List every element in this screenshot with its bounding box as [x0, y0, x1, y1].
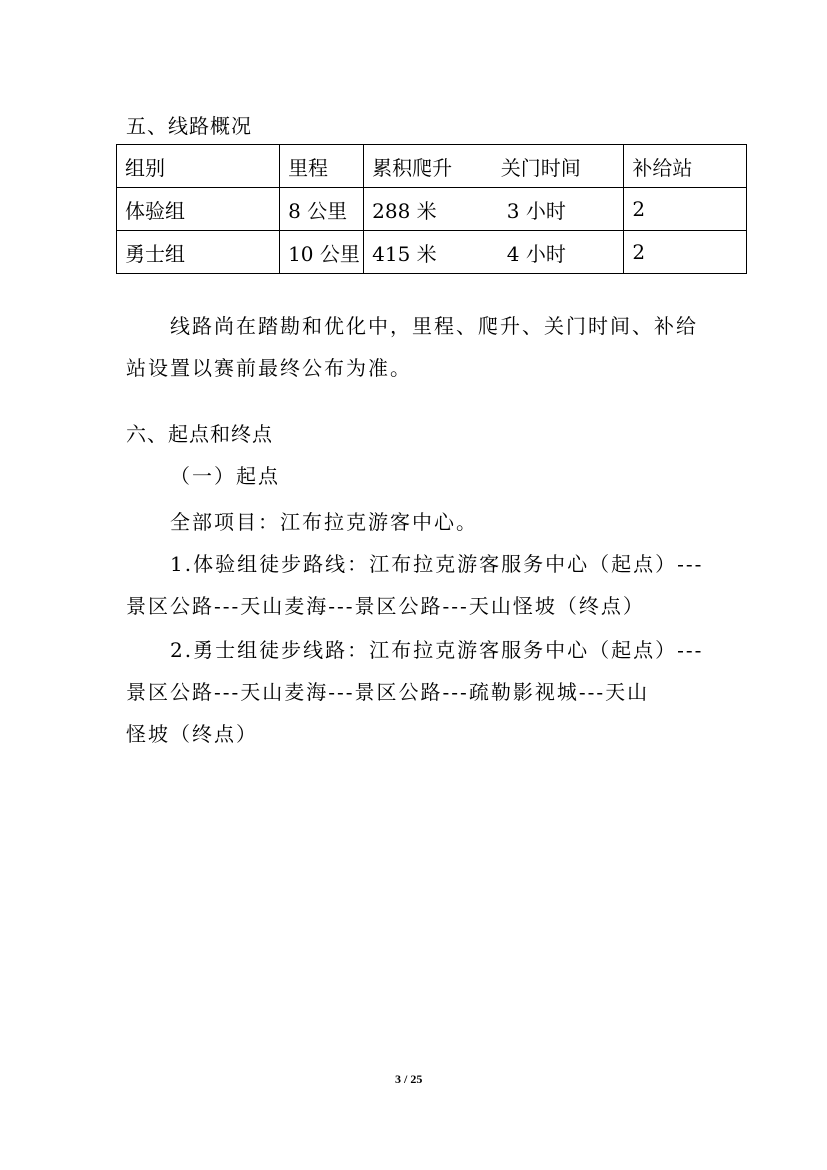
- route-note-line-2: 站设置以赛前最终公布为准。: [126, 356, 412, 380]
- table-cell: 体验组: [117, 188, 280, 231]
- route-2-line-1: 2.勇士组徒步线路：江布拉克游客服务中心（起点）---: [170, 638, 704, 662]
- all-items-start: 全部项目：江布拉克游客中心。: [170, 510, 478, 534]
- section-6-heading: 六、起点和终点: [126, 422, 273, 446]
- table-row: [117, 188, 747, 231]
- section-5-heading: 五、线路概况: [126, 114, 252, 138]
- page-number: 3 / 25: [395, 1072, 423, 1086]
- table-cell: 288 米: [364, 188, 493, 231]
- route-1-line-1: 1.体验组徒步路线：江布拉克游客服务中心（起点）---: [170, 552, 704, 576]
- table-cell: 4 小时: [493, 231, 624, 274]
- table-cell: 3 小时: [493, 188, 624, 231]
- header-cell-distance: 里程: [280, 145, 364, 188]
- table-cell: 2: [624, 188, 747, 231]
- route-note-line-1: 线路尚在踏勘和优化中，里程、爬升、关门时间、补给: [170, 314, 698, 338]
- table-cell: 415 米: [364, 231, 493, 274]
- route-overview-table: [116, 144, 747, 274]
- table-cell: 8 公里: [280, 188, 364, 231]
- route-2-line-3: 怪坡（终点）: [126, 722, 258, 746]
- table-header-row: [117, 145, 747, 188]
- header-cell-climb: 累积爬升: [364, 145, 493, 188]
- header-cell-cutoff: 关门时间: [493, 145, 624, 188]
- table-row: [117, 231, 747, 274]
- subheading-start-point: （一）起点: [170, 464, 280, 488]
- route-2-line-2: 景区公路---天山麦海---景区公路---疏勒影视城---天山: [126, 680, 650, 704]
- header-cell-group: 组别: [117, 145, 280, 188]
- header-cell-supply: 补给站: [624, 145, 747, 188]
- table-cell: 勇士组: [117, 231, 280, 274]
- route-1-line-2: 景区公路---天山麦海---景区公路---天山怪坡（终点）: [126, 594, 645, 618]
- table-cell: 10 公里: [280, 231, 364, 274]
- table-cell: 2: [624, 231, 747, 274]
